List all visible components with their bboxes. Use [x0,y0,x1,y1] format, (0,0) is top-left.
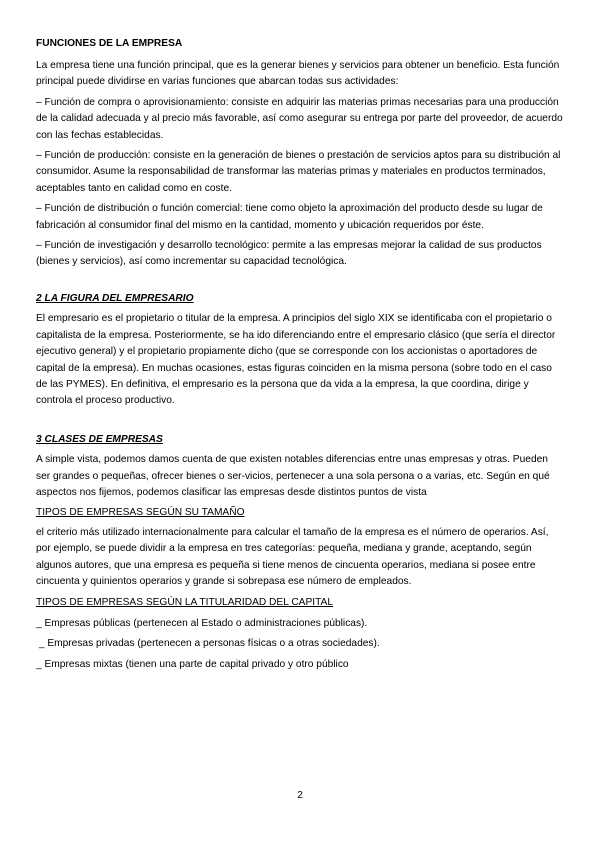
function-distribution: – Función de distribución o función comercial: tiene como objeto la aproximación del producto desde su lugar de fabricación al consumidor final del mismo en la cantidad, momento y ubicación requeridos por éste. [36,203,543,231]
ownership-item-private: _ Empresas privadas (pertenecen a personas físicas o a otras sociedades). [36,638,380,650]
page-number: 2 [297,790,303,801]
function-research: – Función de investigación y desarrollo tecnológico: permite a las empresas mejorar la calidad de sus productos (bienes y servicios), así como incrementar su capacidad tecnológica. [36,240,542,268]
function-purchase: – Función de compra o aprovisionamiento: consiste en adquirir las materias primas necesarias para una producción de la calidad adecuada y al precio más favorable, así como asegurar su entrega por parte del proveedor, de acuerdo con las fechas establecidas. [36,96,563,141]
page-title: FUNCIONES DE LA EMPRESA [36,38,183,49]
subheading-size: TIPOS DE EMPRESAS SEGÚN SU TAMAÑO [36,507,245,519]
subheading-ownership: TIPOS DE EMPRESAS SEGÚN LA TITULARIDAD DEL CAPITAL [36,597,334,609]
empresario-paragraph: El empresario es el propietario o titular de la empresa. A principios del siglo XIX se identificaba con el propietario o capitalista de la empresa. Posteriormente, se ha ido diferenciando entre el empresario clásico (que sería el director ejecutivo general) y el propietario propiamente dicho (que se corresponde con los accionistas o aportadores de capital de la empresa). En muchas ocasiones, estas figuras coinciden en la misma persona (sobre todo en el caso de las PYMES). En definitiva, el empresario es la persona que da vida a la empresa, la que coordina, dirige y controla el proceso productivo. [36,313,556,407]
clases-paragraph: A simple vista, podemos damos cuenta de que existen notables diferencias entre unas empresas y otras. Pueden ser grandes o pequeñas, ofrecer bienes o ser-vicios, pertenecer a una sola persona o a varias, etc. Según en qué aspectos nos fijemos, podemos clasificar las empresas desde distintos puntos de vista [36,454,550,498]
document-page [36,36,564,676]
function-production: – Función de producción: consiste en la generación de bienes o prestación de servicios aptos para su distribución al consumidor. Asume la responsabilidad de transformar las materias primas y materiales en productos terminados, aceptables tanto en calidad como en coste. [36,150,561,194]
ownership-item-mixed: _ Empresas mixtas (tienen una parte de capital privado y otro público [36,658,349,670]
section-heading-empresario: 2 LA FIGURA DEL EMPRESARIO [36,292,194,304]
intro-paragraph: La empresa tiene una función principal, que es la generar bienes y servicios para obtener un beneficio. Esta función principal puede dividirse en varias funciones que abarcan todas sus actividades: [36,60,560,88]
ownership-item-public: _ Empresas públicas (pertenecen al Estado o administraciones públicas). [36,617,368,629]
section-heading-clases: 3 CLASES DE EMPRESAS [36,433,163,445]
size-paragraph: el criterio más utilizado internacionalmente para calcular el tamaño de la empresa es el número de operarios. Así, por ejemplo, se puede dividir a la empresa en tres categorías: pequeña, mediana y grande, aceptando, según algunos autores, que una empresa es pequeña si tiene menos de cincuenta operarios, mediana si posee entre cincuenta y quinientos operarios y grande si sobrepasa ese número de empleados. [36,526,549,587]
